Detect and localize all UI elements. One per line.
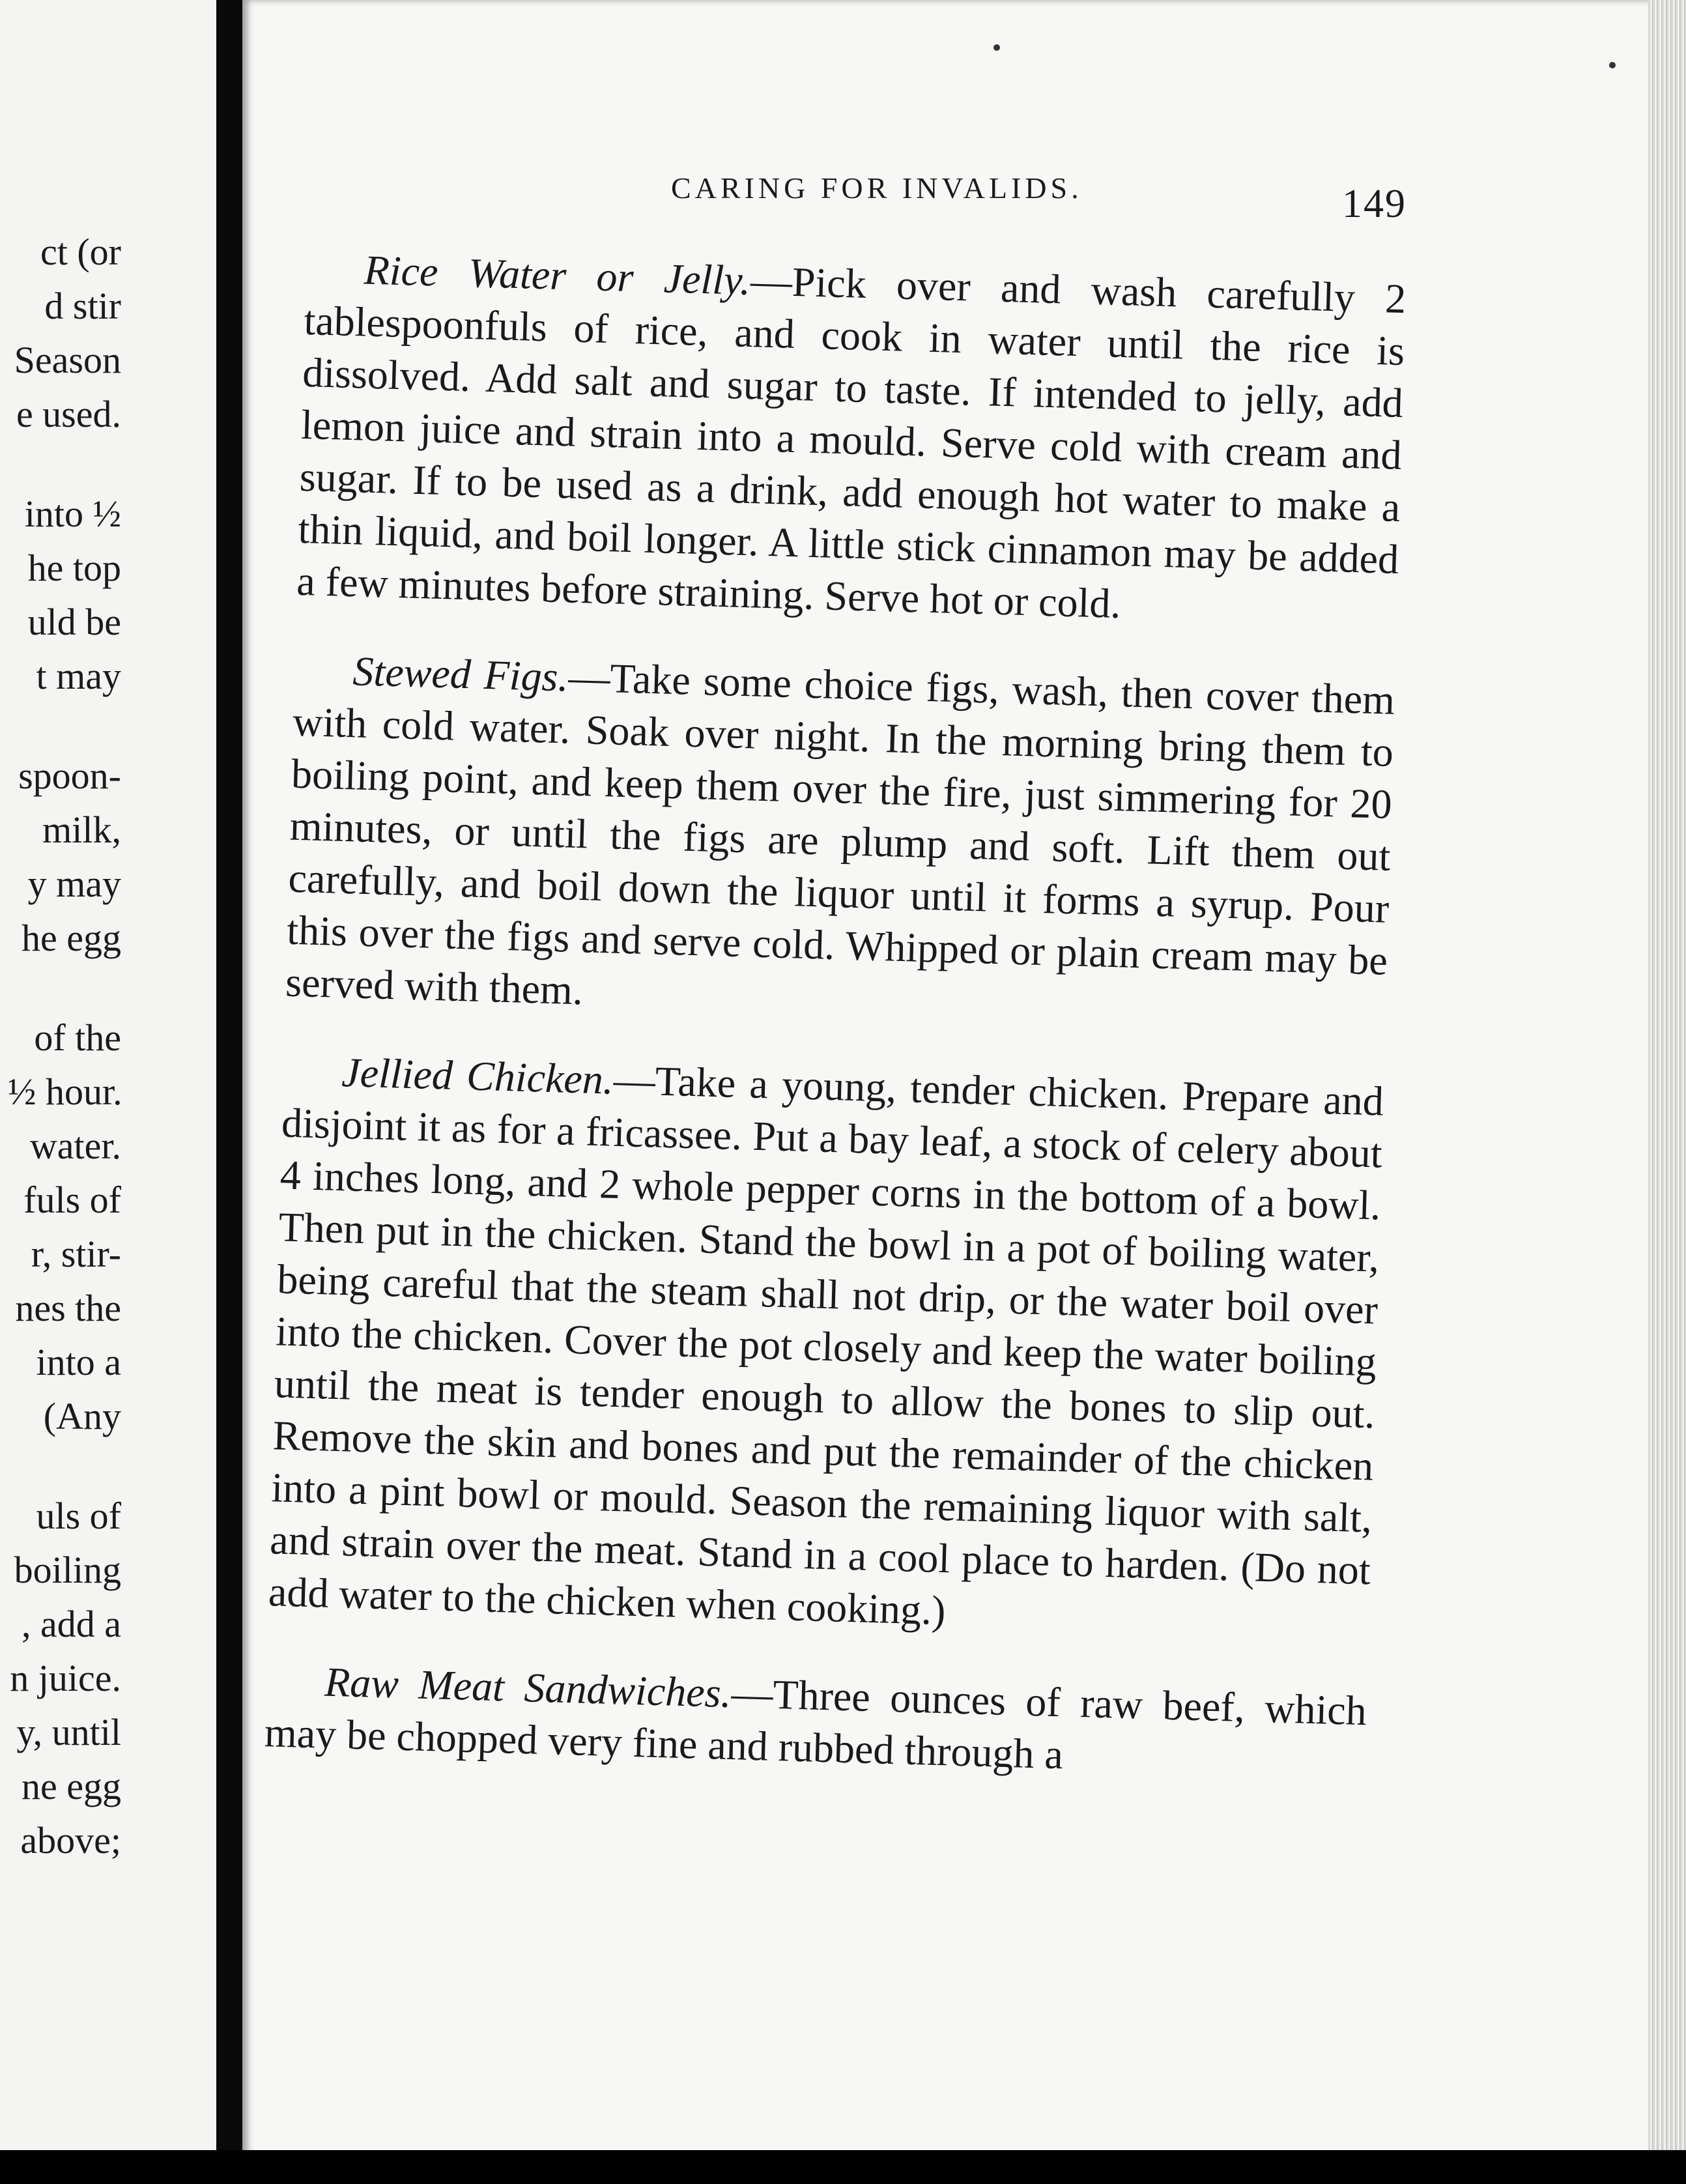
recipe-text: —Pick over and wash carefully 2 tablespoonfuls of rice, and cook in water until the rice is dissolved. Add salt and sugar to taste. If intended to jelly, add lemon juice and strain into a mould. Serve cold with cream and sugar. If to be used as a drink, add enough hot water to make a thin liquid, and boil longer. A little stick cinnamon may be added a few minutes before straining. Serve hot or cold. bbox=[296, 257, 1407, 627]
previous-page-line: t may bbox=[36, 655, 121, 697]
line-gap bbox=[8, 965, 216, 1011]
page-number: 149 bbox=[1342, 182, 1407, 226]
previous-page-line: of the bbox=[34, 1016, 121, 1059]
book-gutter bbox=[216, 0, 242, 2184]
previous-page-line: into ½ bbox=[24, 493, 121, 535]
previous-page-line: uls of bbox=[36, 1495, 121, 1537]
recipe-text: —Take a young, tender chicken. Prepare and disjoint it as for a fricassee. Put a bay leaf, a stock of celery about 4 inches long, and 2 whole pepper corns in the bottom of a bowl. Then put in the chicken. Stand the bowl in a pot of boiling water, being careful that the steam shall not drip, or the water boil over into the chicken. Cover the pot closely and keep the water boiling until the meat is tender enough to allow the bones to slip out. Remove the skin and bones and put the remainder of the chicken into a pint bowl or mould. Season the remaining liquor with salt, and strain over the meat. Stand in a cool place to harden. (Do not add water to the chicken when cooking.) bbox=[268, 1056, 1384, 1634]
recipe-title: Rice Water or Jelly. bbox=[363, 246, 752, 304]
previous-page-line: e used. bbox=[16, 393, 121, 435]
speck bbox=[1609, 62, 1616, 68]
recipe-paragraph bbox=[268, 1045, 1384, 1649]
previous-page-line: ct (or bbox=[40, 231, 121, 273]
recipe-title: Jellied Chicken. bbox=[341, 1049, 614, 1103]
running-head: CARING FOR INVALIDS. bbox=[671, 171, 1083, 205]
page-edges bbox=[1648, 0, 1686, 2184]
previous-page-line: boiling bbox=[14, 1549, 121, 1591]
speck bbox=[993, 44, 1000, 51]
previous-page-line: spoon- bbox=[18, 754, 121, 797]
recipe-paragraph bbox=[264, 1654, 1367, 1789]
previous-page-line: Season bbox=[14, 339, 121, 381]
previous-page-line: above; bbox=[20, 1819, 121, 1861]
previous-page-line: y, until bbox=[16, 1711, 121, 1753]
previous-page-line: milk, bbox=[42, 809, 121, 851]
previous-page-line: ne egg bbox=[21, 1765, 121, 1807]
recipe-paragraph bbox=[296, 242, 1407, 638]
recipe-title: Stewed Figs. bbox=[352, 648, 569, 700]
recipe-title: Raw Meat Sandwiches. bbox=[324, 1658, 732, 1717]
previous-page-line: , add a bbox=[21, 1603, 121, 1645]
previous-page-line: fuls of bbox=[23, 1179, 121, 1221]
previous-page-line: r, stir- bbox=[31, 1233, 121, 1275]
previous-page-text bbox=[8, 225, 216, 1867]
previous-page-line: ½ hour. bbox=[8, 1070, 122, 1113]
line-gap bbox=[8, 441, 216, 487]
previous-page-line: he top bbox=[27, 547, 121, 589]
recipe-text: —Take some choice figs, wash, then cover them with cold water. Soak over night. In the morning bring them to boiling point, and keep them over the fire, just simmering for 20 minutes, or until the figs are plump and soft. Lift them out carefully, and boil down the liquor until it forms a syrup. Pour this over the figs and serve cold. Whipped or plain cream may be served with them. bbox=[285, 654, 1396, 1014]
line-gap bbox=[8, 1443, 216, 1489]
line-gap bbox=[8, 703, 216, 749]
previous-page-line: d stir bbox=[44, 285, 121, 327]
previous-page-line: uld be bbox=[27, 601, 121, 643]
previous-page-line: (Any bbox=[43, 1395, 121, 1437]
recipe-text: —Three ounces of raw beef, which may be chopped very fine and rubbed through a bbox=[264, 1670, 1367, 1778]
previous-page-line: he egg bbox=[21, 917, 121, 959]
previous-page-line: water. bbox=[29, 1125, 121, 1167]
previous-page-line: y may bbox=[27, 863, 121, 905]
previous-page bbox=[0, 0, 216, 2184]
page-body bbox=[263, 242, 1407, 1826]
recipe-paragraph bbox=[285, 644, 1395, 1039]
scan-border bbox=[0, 2150, 1686, 2184]
previous-page-line: nes the bbox=[15, 1287, 121, 1329]
previous-page-line: n juice. bbox=[10, 1657, 121, 1699]
previous-page-line: into a bbox=[36, 1341, 121, 1383]
